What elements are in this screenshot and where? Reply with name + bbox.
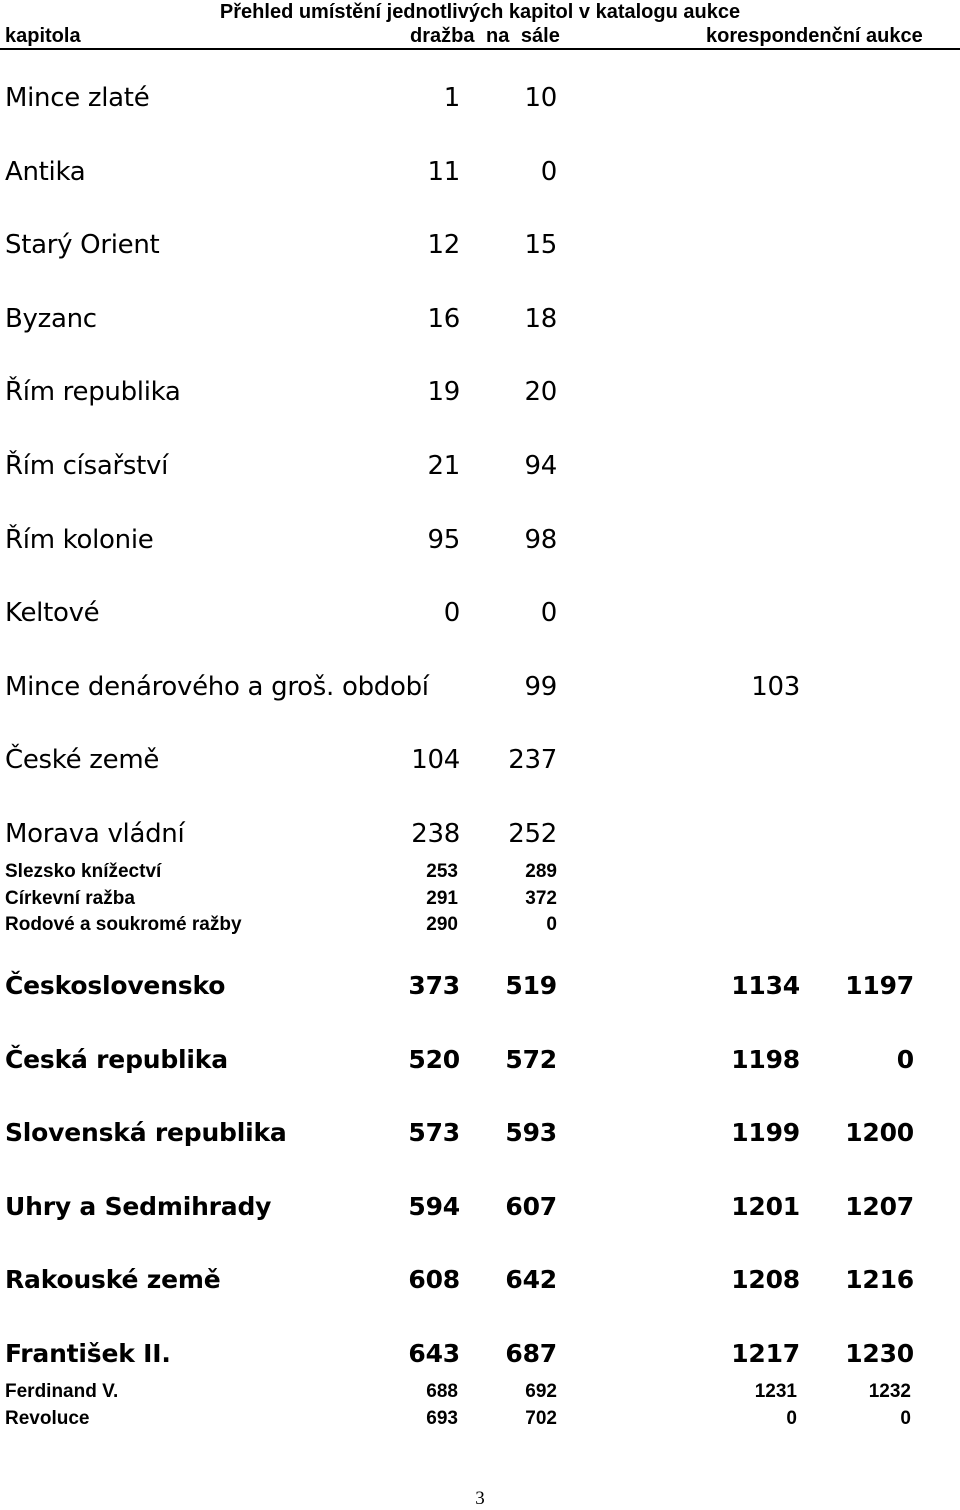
chapter-name: Řím kolonie [5, 524, 154, 555]
table-row [0, 969, 960, 1003]
auction-from: 688 [426, 1381, 458, 1402]
table-row [0, 1190, 960, 1224]
table-row [0, 817, 960, 851]
auction-to: 99 [524, 671, 557, 702]
auction-to: 0 [546, 914, 557, 935]
auction-to: 252 [508, 819, 557, 849]
auction-to: 0 [540, 156, 557, 187]
auction-from: 693 [426, 1408, 458, 1429]
correspondence-to: 1207 [845, 1191, 914, 1221]
chapter-name: Slovenská republika [5, 1118, 287, 1148]
chapter-name: Mince zlaté [5, 83, 150, 113]
table-row [0, 81, 960, 115]
correspondence-from: 1217 [731, 1339, 800, 1368]
chapter-name: Antika [5, 156, 86, 187]
table-row [0, 1116, 960, 1150]
chapter-name: Slezsko knížectví [5, 861, 162, 882]
auction-from: 16 [427, 303, 460, 334]
auction-from: 12 [427, 230, 460, 261]
chapter-name: Rodové a soukromé ražby [5, 914, 242, 935]
correspondence-to: 1232 [868, 1381, 911, 1402]
auction-from: 0 [443, 598, 460, 629]
auction-to: 0 [540, 598, 557, 629]
chapter-name: Církevní ražba [5, 887, 135, 909]
correspondence-to: 1230 [845, 1339, 914, 1368]
correspondence-to: 1197 [845, 971, 914, 1000]
auction-from: 21 [427, 451, 460, 481]
auction-from: 1 [443, 83, 460, 113]
auction-from: 608 [408, 1265, 460, 1295]
chapter-name: František II. [5, 1339, 171, 1368]
auction-to: 20 [524, 377, 557, 408]
auction-from: 373 [408, 971, 460, 1000]
auction-to: 572 [505, 1044, 557, 1074]
auction-to: 519 [505, 971, 557, 1000]
auction-from: 573 [408, 1118, 460, 1148]
chapter-name: Česká republika [5, 1044, 228, 1074]
correspondence-from: 1199 [731, 1118, 800, 1148]
chapter-name: Morava vládní [5, 819, 185, 849]
chapter-name: Rakouské země [5, 1265, 221, 1295]
table-row [0, 228, 960, 262]
chapter-name: Byzanc [5, 303, 97, 334]
auction-from: 520 [408, 1044, 460, 1074]
auction-to: 237 [508, 745, 557, 776]
page-number: 3 [475, 1488, 485, 1509]
chapter-name: Ferdinand V. [5, 1381, 119, 1402]
table-row [0, 1407, 960, 1431]
auction-to: 94 [524, 451, 557, 481]
auction-from: 253 [426, 861, 458, 882]
chapter-name: Keltové [5, 598, 100, 629]
auction-to: 18 [524, 303, 557, 334]
table-row [0, 155, 960, 189]
table-row [0, 1043, 960, 1077]
auction-to: 607 [505, 1191, 557, 1221]
header-korespondencni-aukce: korespondenční aukce [706, 25, 923, 47]
auction-from: 95 [427, 524, 460, 555]
chapter-name: Řím císařství [5, 451, 169, 481]
chapter-name: Mince denárového a groš. období [5, 671, 429, 702]
chapter-name: České země [5, 745, 160, 776]
auction-to: 98 [524, 524, 557, 555]
table-row [0, 375, 960, 409]
chapter-name: Československo [5, 971, 226, 1000]
correspondence-from: 1201 [731, 1191, 800, 1221]
chapter-name: Starý Orient [5, 230, 160, 261]
chapter-name: Revoluce [5, 1408, 90, 1429]
auction-from: 290 [426, 914, 458, 935]
correspondence-to: 1216 [845, 1265, 914, 1295]
table-row [0, 449, 960, 483]
auction-from: 11 [427, 156, 460, 187]
correspondence-from: 1231 [754, 1381, 797, 1402]
header-drazba-na-sale: dražba na sále [410, 25, 560, 47]
correspondence-to: 1200 [845, 1118, 914, 1148]
correspondence-from: 1134 [731, 971, 800, 1000]
table-row [0, 887, 960, 911]
page-title: Přehled umístění jednotlivých kapitol v katalogu aukce [219, 1, 741, 23]
correspondence-from: 103 [751, 671, 800, 702]
auction-to: 372 [525, 887, 557, 909]
auction-to: 15 [524, 230, 557, 261]
table-row [0, 302, 960, 336]
auction-from: 643 [408, 1339, 460, 1368]
correspondence-from: 1208 [731, 1265, 800, 1295]
correspondence-from: 1198 [731, 1044, 800, 1074]
header-divider [0, 48, 960, 50]
auction-to: 687 [505, 1339, 557, 1368]
header-kapitola: kapitola [5, 25, 81, 47]
auction-from: 19 [427, 377, 460, 408]
auction-to: 702 [525, 1408, 557, 1429]
table-row [0, 743, 960, 777]
table-row [0, 1337, 960, 1371]
auction-to: 692 [525, 1381, 557, 1402]
auction-from: 104 [411, 745, 460, 776]
correspondence-to: 0 [900, 1408, 911, 1429]
auction-to: 10 [524, 83, 557, 113]
table-row [0, 670, 960, 704]
auction-to: 593 [505, 1118, 557, 1148]
chapter-name: Uhry a Sedmihrady [5, 1191, 272, 1221]
auction-from: 594 [408, 1191, 460, 1221]
auction-to: 289 [525, 861, 557, 882]
auction-from: 291 [426, 887, 458, 909]
table-row [0, 913, 960, 937]
table-row [0, 860, 960, 884]
correspondence-from: 0 [786, 1408, 797, 1429]
table-row [0, 1380, 960, 1404]
chapter-name: Řím republika [5, 377, 181, 408]
correspondence-to: 0 [896, 1044, 914, 1074]
table-row [0, 523, 960, 557]
table-row [0, 596, 960, 630]
auction-to: 642 [505, 1265, 557, 1295]
auction-from: 238 [411, 819, 460, 849]
table-row [0, 1263, 960, 1297]
